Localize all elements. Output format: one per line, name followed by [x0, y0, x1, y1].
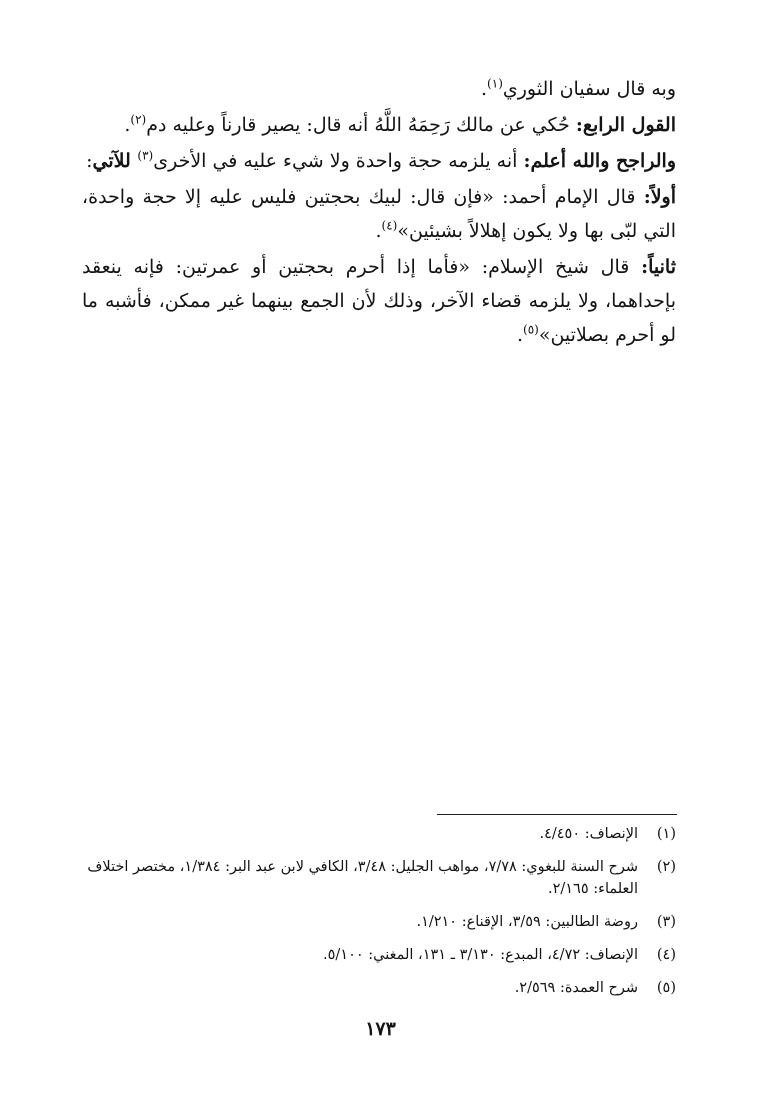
footnote-1 — [60, 823, 676, 845]
footnote-number: (٣) — [656, 914, 676, 930]
footnote-ref-2[interactable]: (٢) — [130, 112, 147, 127]
footnote-number: (٤) — [656, 947, 676, 963]
paragraph-3-lead: والراجح والله أعلم: — [523, 150, 676, 172]
footnote-ref-4[interactable]: (٤) — [381, 218, 398, 233]
paragraph-2-lead: القول الرابع: — [575, 114, 676, 136]
footnote-text: الإنصاف: ٤/٤٥٠. — [539, 826, 638, 842]
paragraph-3-text: أنه يلزمه حجة واحدة ولا شيء عليه في الأخرى — [153, 150, 524, 172]
paragraph-4 — [82, 180, 676, 248]
paragraph-2-end: . — [124, 114, 131, 136]
footnote-text: شرح العمدة: ٢/٥٦٩. — [514, 980, 638, 996]
footnote-3 — [60, 911, 676, 933]
paragraph-5-text: قال شيخ الإسلام: «فأما إذا أحرم بحجتين أو عمرتين: فإنه ينعقد بإحداهما، ولا يلزمه قضاء الآخر، وذلك لأن الجمع بينهما غير ممكن، فأشبه ما لو أحرم بصلاتين» — [82, 256, 676, 346]
paragraph-1 — [82, 72, 676, 106]
paragraph-3 — [82, 144, 676, 178]
paragraph-4-text: قال الإمام أحمد: «فإن قال: لبيك بحجتين فليس عليه إلا حجة واحدة، التي لبّى بها ولا يكون إهلالاً بشيئين» — [82, 186, 676, 242]
footnote-2 — [60, 856, 676, 900]
footnote-text: الإنصاف: ٤/٧٢، المبدع: ٣/١٣٠ ـ ١٣١، المغني: ٥/١٠٠. — [323, 947, 638, 963]
main-text — [82, 72, 676, 354]
footnote-number: (٥) — [656, 980, 676, 996]
footnote-ref-5[interactable]: (٥) — [523, 322, 539, 337]
paragraph-4-lead: أولاً: — [643, 186, 676, 208]
footnote-text: شرح السنة للبغوي: ٧/٧٨، مواهب الجليل: ٣/٤٨، الكافي لابن عبد البر: ١/٣٨٤، مختصر اختلاف العلماء: ٢/١٦٥. — [87, 859, 638, 897]
paragraph-5-lead: ثانياً: — [641, 256, 676, 278]
page-number: ١٧٣ — [365, 1018, 396, 1040]
paragraph-1-end: . — [481, 78, 488, 100]
paragraph-4-end: . — [375, 220, 382, 242]
footnote-ref-3[interactable]: (٣) — [137, 148, 154, 163]
paragraph-5 — [82, 250, 676, 352]
footnote-5 — [60, 977, 676, 999]
paragraph-3-lead-2: للآتي — [92, 150, 138, 172]
paragraph-5-end: . — [516, 324, 523, 346]
footnote-ref-1[interactable]: (١) — [487, 76, 503, 91]
footnote-4 — [60, 944, 676, 966]
paragraph-2 — [82, 108, 676, 142]
paragraph-1-text: وبه قال سفيان الثوري — [502, 78, 676, 100]
footnote-number: (٢) — [656, 859, 676, 875]
footnotes — [60, 823, 676, 1010]
footnote-separator — [437, 814, 677, 815]
footnote-number: (١) — [656, 826, 676, 842]
paragraph-2-text: حُكي عن مالك رَحِمَهُ اللَّهُ أنه قال: يصير قارناً وعليه دم — [146, 114, 576, 136]
paragraph-3-end: : — [86, 150, 93, 172]
footnote-text: روضة الطالبين: ٣/٥٩، الإقناع: ١/٢١٠. — [416, 914, 638, 930]
